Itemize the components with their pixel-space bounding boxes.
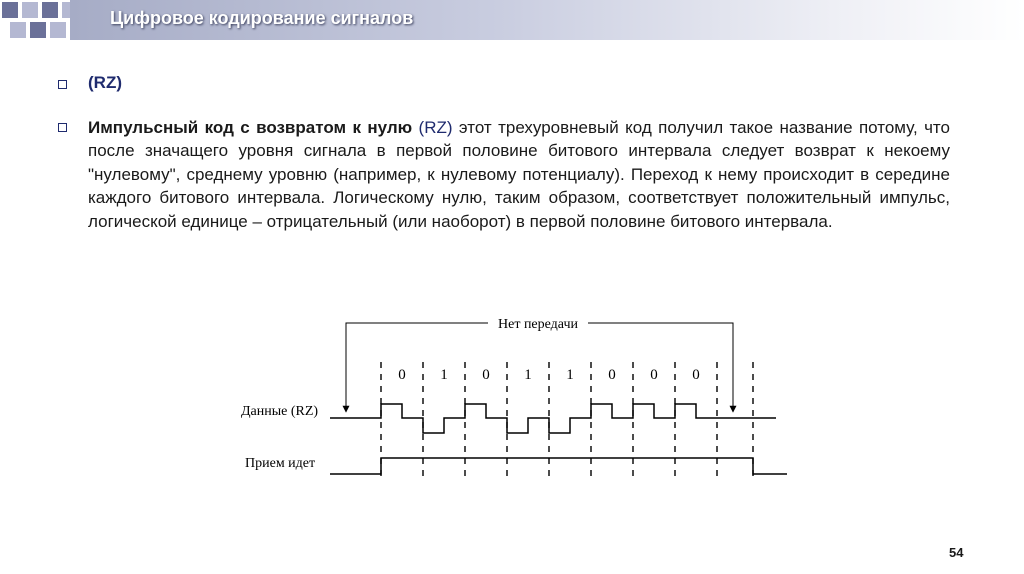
no-transmission-label: Нет передачи bbox=[498, 317, 578, 332]
bit-label: 0 bbox=[608, 367, 616, 383]
bit-label: 0 bbox=[650, 367, 658, 383]
paragraph-lead: Импульсный код с возвратом к нулю bbox=[88, 118, 413, 137]
data-rz-label: Данные (RZ) bbox=[241, 404, 319, 419]
bit-label: 0 bbox=[692, 367, 700, 383]
bit-label: 0 bbox=[398, 367, 406, 383]
rz-waveform bbox=[330, 404, 776, 433]
paragraph-highlight: (RZ) bbox=[418, 118, 453, 137]
bit-label: 1 bbox=[524, 367, 532, 383]
bullet-heading: (RZ) bbox=[88, 73, 122, 92]
paragraph-body: этот трехуровневый код получил такое название потому, что после значащего уровня сигнала в первой половине битового интервала следует возврат к некоему "нулевому", среднему уровню (например, к нулевому потенциалу). Переход к нему происходит в середине каждого битового интервала. Логическому нулю, таким образом, соответствует положительный импульс, логической единице – отрицательный (или наоборот) в первой половине битового интервала. bbox=[88, 118, 950, 231]
page-number: 54 bbox=[949, 545, 964, 560]
slide-title: Цифровое кодирование сигналов bbox=[110, 8, 414, 28]
bracket-left bbox=[346, 323, 488, 412]
bit-label: 0 bbox=[482, 367, 490, 383]
bit-label: 1 bbox=[440, 367, 448, 383]
receive-label: Прием идет bbox=[245, 456, 316, 471]
bit-label: 1 bbox=[566, 367, 574, 383]
receive-waveform bbox=[330, 458, 787, 474]
